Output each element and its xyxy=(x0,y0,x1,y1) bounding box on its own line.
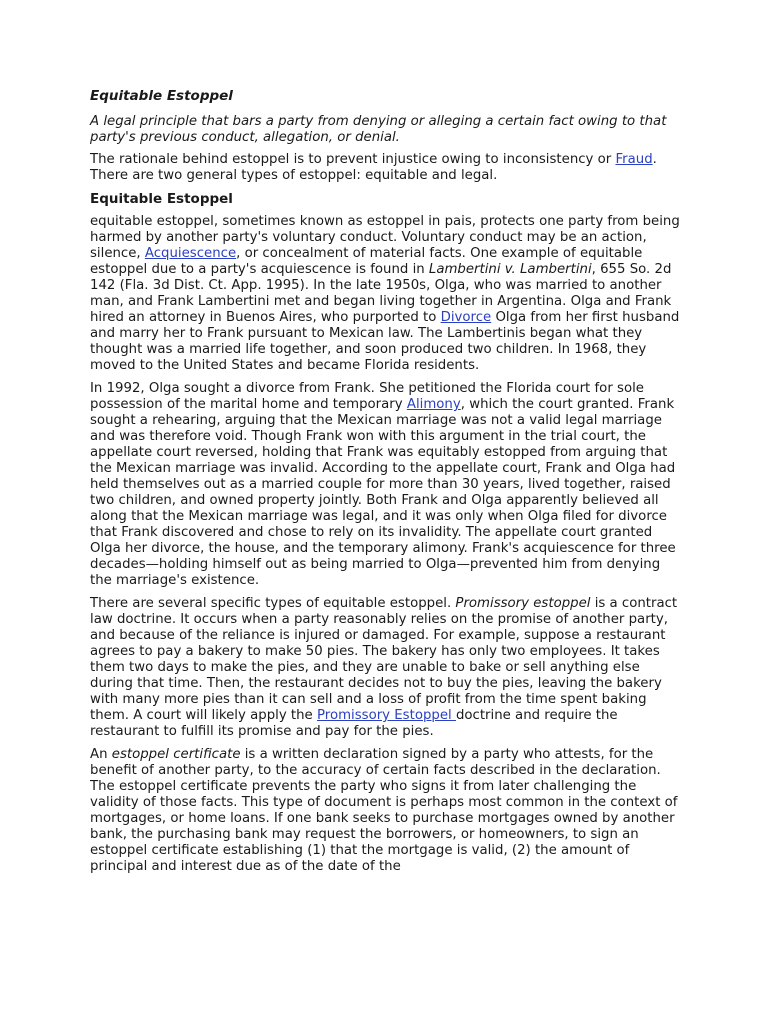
link-acquiescence[interactable]: Acquiescence xyxy=(144,246,237,261)
paragraph-1-text-d: Olga from her first husband and marry her to Frank pursuant to Mexican law. The Lambertinis began what they thought was a married life together, and soon produced two children. In 1968, they moved to the United States and became Florida residents. xyxy=(90,310,680,373)
section-heading: Equitable Estoppel xyxy=(90,191,233,207)
paragraph-4-text-b: is a written declaration signed by a party who attests, for the benefit of another party, to the accuracy of certain facts described in the declaration. The estoppel certificate prevents the party who signs it from later challenging the validity of those facts. This type of document is perhaps most common in the context of mortgages, or home loans. If one bank seeks to purchase mortgages owned by another bank, the purchasing bank may request the borrowers, or homeowners, to sign an estoppel certificate establishing (1) that the mortgage is valid, (2) the amount of principal and interest due as of the date of the xyxy=(90,747,678,874)
link-divorce[interactable]: Divorce xyxy=(440,310,492,325)
intro-text: The rationale behind estoppel is to prevent injustice owing to inconsistency or xyxy=(90,152,616,167)
paragraph-1 xyxy=(90,214,680,374)
link-alimony[interactable]: Alimony xyxy=(406,397,461,412)
paragraph-2-text-b: , which the court granted. Frank sought a rehearing, arguing that the Mexican marriage was not a valid legal marriage and was therefore void. Though Frank won with this argument in the trial court, the appellate court reversed, holding that Frank was equitably estopped from arguing that the Mexican marriage was invalid. According to the appellate court, Frank and Olga had held themselves out as a married couple for more than 30 years, lived together, raised two children, and owned property jointly. Both Frank and Olga apparently believed all along that the Mexican marriage was legal, and it was only when Olga filed for divorce that Frank discovered and chose to rely on its invalidity. The appellate court granted Olga her divorce, the house, and the temporary alimony. Frank's acquiescence for three decades—holding himself out as being married to Olga—prevented him from denying the marriage's existence. xyxy=(90,397,676,588)
intro-text-end: . There are two general types of estoppel: equitable and legal. xyxy=(90,152,657,183)
promissory-estoppel-term: Promissory estoppel xyxy=(455,596,591,611)
paragraph-4-text-a: An xyxy=(90,747,112,762)
paragraph-1-text-c: , 655 So. 2d 142 (Fla. 3d Dist. Ct. App. 1995). In the late 1950s, Olga, who was married to another man, and Frank Lambertini met and began living together in Argentina. Olga and Frank hired an attorney in Buenos Aires, who purported to xyxy=(90,262,672,325)
paragraph-1-text-b: , or concealment of material facts. One example of equitable estoppel due to a party's acquiescence is found in xyxy=(90,246,643,277)
paragraph-2-text-a: In 1992, Olga sought a divorce from Frank. She petitioned the Florida court for sole possession of the marital home and temporary xyxy=(90,381,644,412)
paragraph-3-text-b: is a contract law doctrine. It occurs when a party reasonably relies on the promise of another party, and because of the reliance is injured or damaged. For example, suppose a restaurant agrees to pay a bakery to make 50 pies. The bakery has only two employees. It takes them two days to make the pies, and they are unable to bake or sell anything else during that time. Then, the restaurant decides not to buy the pies, leaving the bakery with many more pies than it can sell and a loss of profit from the time spent baking them. A court will likely apply the xyxy=(90,596,678,723)
paragraph-3-text-a: There are several specific types of equitable estoppel. xyxy=(90,596,456,611)
intro-paragraph xyxy=(90,152,680,184)
paragraph-2 xyxy=(90,381,680,589)
document-body xyxy=(90,88,680,882)
paragraph-3 xyxy=(90,596,680,740)
link-fraud[interactable]: Fraud xyxy=(615,152,653,167)
case-name: Lambertini v. Lambertini xyxy=(428,262,592,277)
paragraph-4 xyxy=(90,747,680,875)
link-promissory-estoppel[interactable]: Promissory Estoppel xyxy=(316,708,456,723)
paragraph-1-text-a: equitable estoppel, sometimes known as estoppel in pais, protects one party from being harmed by another party's voluntary conduct. Voluntary conduct may be an action, silence, xyxy=(90,214,680,261)
document-title: Equitable Estoppel xyxy=(90,88,233,104)
definition-paragraph: A legal principle that bars a party from denying or alleging a certain fact owing to that party's previous conduct, allegation, or denial. xyxy=(90,114,667,145)
estoppel-certificate-term: estoppel certificate xyxy=(111,747,241,762)
paragraph-3-text-c: doctrine and require the restaurant to fulfill its promise and pay for the pies. xyxy=(90,708,618,739)
